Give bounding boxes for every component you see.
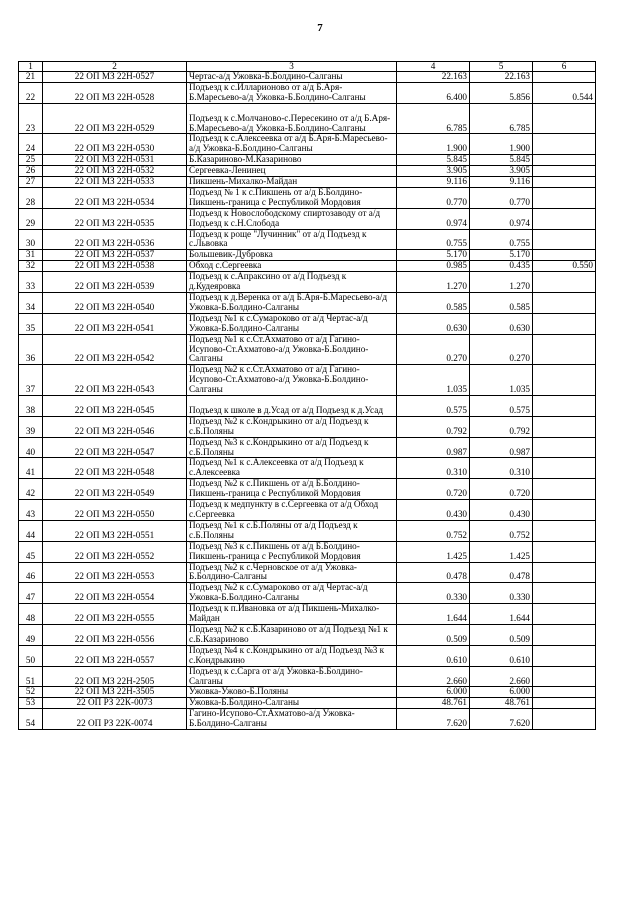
value-col5: 1.270	[470, 272, 533, 293]
row-number: 37	[19, 365, 43, 396]
table-row	[19, 583, 596, 604]
value-col5: 6.000	[470, 687, 533, 698]
row-number: 40	[19, 437, 43, 458]
value-col4: 0.270	[397, 334, 470, 365]
road-code: 22 ОП МЗ 22Н-0538	[43, 261, 187, 272]
table-row	[19, 698, 596, 709]
road-name: Подъезд к с.Илларионово от а/д Б.Аря-Б.Маресьево-а/д Ужовка-Б.Болдино-Салганы	[187, 82, 397, 103]
road-name: Подъезд №4 к с.Кондрыкино от а/д Подъезд №3 к с.Кондрыкино	[187, 645, 397, 666]
road-name: Подъезд №2 к с.Кондрыкино от а/д Подъезд к с.Б.Поляны	[187, 416, 397, 437]
row-number: 41	[19, 458, 43, 479]
value-col6	[533, 166, 596, 177]
value-col5: 0.987	[470, 437, 533, 458]
value-col6: 0.544	[533, 82, 596, 103]
value-col6	[533, 250, 596, 261]
table-row	[19, 134, 596, 155]
value-col6	[533, 72, 596, 83]
road-code: 22 ОП МЗ 22Н-0534	[43, 187, 187, 208]
road-name: Подъезд к с.Алексеевка от а/д Б.Аря-Б.Маресьево-а/д Ужовка-Б.Болдино-Салганы	[187, 134, 397, 155]
value-col5: 3.905	[470, 166, 533, 177]
table-row	[19, 645, 596, 666]
value-col5: 0.575	[470, 396, 533, 417]
table-row	[19, 500, 596, 521]
value-col5: 1.644	[470, 604, 533, 625]
table-row	[19, 437, 596, 458]
table-row	[19, 666, 596, 687]
page-number: 7	[317, 22, 323, 34]
road-code: 22 ОП МЗ 22Н-0547	[43, 437, 187, 458]
column-header: 5	[470, 62, 533, 72]
value-col6	[533, 229, 596, 250]
road-code: 22 ОП МЗ 22Н-0540	[43, 293, 187, 314]
road-code: 22 ОП МЗ 22Н-0527	[43, 72, 187, 83]
road-name: Подъезд №1 к с.Сумароково от а/д Чертас-а/д Ужовка-Б.Болдино-Салганы	[187, 313, 397, 334]
value-col4: 6.785	[397, 103, 470, 134]
road-name: Подъезд №1 к с.Алексеевка от а/д Подъезд к с.Алексеевка	[187, 458, 397, 479]
value-col4: 5.170	[397, 250, 470, 261]
row-number: 23	[19, 103, 43, 134]
row-number: 52	[19, 687, 43, 698]
value-col6	[533, 396, 596, 417]
row-number: 51	[19, 666, 43, 687]
road-code: 22 ОП МЗ 22Н-0531	[43, 155, 187, 166]
table-row	[19, 479, 596, 500]
value-col4: 0.330	[397, 583, 470, 604]
value-col4: 1.270	[397, 272, 470, 293]
value-col4: 0.310	[397, 458, 470, 479]
road-code: 22 ОП МЗ 22Н-0550	[43, 500, 187, 521]
value-col6	[533, 155, 596, 166]
road-name: Обход с.Сергеевка	[187, 261, 397, 272]
row-number: 38	[19, 396, 43, 417]
table-row	[19, 416, 596, 437]
value-col5: 5.845	[470, 155, 533, 166]
value-col5: 1.035	[470, 365, 533, 396]
value-col4: 0.755	[397, 229, 470, 250]
value-col6	[533, 458, 596, 479]
value-col6	[533, 666, 596, 687]
road-code: 22 ОП МЗ 22Н-0546	[43, 416, 187, 437]
table-row	[19, 458, 596, 479]
value-col4: 0.792	[397, 416, 470, 437]
value-col6	[533, 334, 596, 365]
road-code: 22 ОП МЗ 22Н-0537	[43, 250, 187, 261]
road-name: Пикшень-Михалко-Майдан	[187, 177, 397, 188]
value-col4: 9.116	[397, 177, 470, 188]
row-number: 48	[19, 604, 43, 625]
table-row	[19, 103, 596, 134]
value-col6	[533, 645, 596, 666]
value-col4: 0.478	[397, 562, 470, 583]
value-col6	[533, 272, 596, 293]
value-col5: 0.792	[470, 416, 533, 437]
road-code: 22 ОП МЗ 22Н-3505	[43, 687, 187, 698]
road-name: Подъезд к школе в д.Усад от а/д Подъезд к д.Усад	[187, 396, 397, 417]
value-col5: 6.785	[470, 103, 533, 134]
road-name: Ужовка-Ужово-Б.Поляны	[187, 687, 397, 698]
road-code: 22 ОП МЗ 22Н-0542	[43, 334, 187, 365]
value-col4: 1.035	[397, 365, 470, 396]
value-col4: 0.509	[397, 624, 470, 645]
table-row	[19, 396, 596, 417]
road-name: Подъезд №1 к с.Ст.Ахматово от а/д Гагино-Исупово-Ст.Ахматово-а/д Ужовка-Б.Болдино-Салганы	[187, 334, 397, 365]
value-col6: 0.550	[533, 261, 596, 272]
road-name: Подъезд к роще "Лучинник" от а/д Подъезд к с.Львовка	[187, 229, 397, 250]
road-code: 22 ОП МЗ 22Н-0543	[43, 365, 187, 396]
value-col5: 5.170	[470, 250, 533, 261]
table-row	[19, 624, 596, 645]
value-col6	[533, 520, 596, 541]
roads-table	[18, 61, 596, 730]
value-col4: 7.620	[397, 709, 470, 730]
road-name: Подъезд №3 к с.Пикшень от а/д Б.Болдино-Пикшень-граница с Республикой Мордовия	[187, 541, 397, 562]
road-name: Подъезд к с.Молчаново-с.Пересекино от а/д Б.Аря-Б.Маресьево-а/д Ужовка-Б.Болдино-Салганы	[187, 103, 397, 134]
road-code: 22 ОП РЗ 22К-0073	[43, 698, 187, 709]
column-header: 1	[19, 62, 43, 72]
value-col6	[533, 134, 596, 155]
road-code: 22 ОП МЗ 22Н-0557	[43, 645, 187, 666]
value-col6	[533, 416, 596, 437]
column-header: 6	[533, 62, 596, 72]
value-col6	[533, 687, 596, 698]
table-row	[19, 293, 596, 314]
value-col5: 0.478	[470, 562, 533, 583]
value-col6	[533, 437, 596, 458]
row-number: 46	[19, 562, 43, 583]
value-col6	[533, 583, 596, 604]
value-col4: 0.974	[397, 208, 470, 229]
road-code: 22 ОП МЗ 22Н-0548	[43, 458, 187, 479]
value-col4: 0.720	[397, 479, 470, 500]
table-row	[19, 229, 596, 250]
value-col5: 0.770	[470, 187, 533, 208]
value-col5: 2.660	[470, 666, 533, 687]
road-code: 22 ОП МЗ 22Н-0552	[43, 541, 187, 562]
row-number: 34	[19, 293, 43, 314]
value-col6	[533, 365, 596, 396]
table-row	[19, 334, 596, 365]
value-col5: 0.330	[470, 583, 533, 604]
row-number: 43	[19, 500, 43, 521]
value-col6	[533, 293, 596, 314]
table-row	[19, 520, 596, 541]
road-code: 22 ОП МЗ 22Н-2505	[43, 666, 187, 687]
value-col4: 0.430	[397, 500, 470, 521]
value-col5: 0.435	[470, 261, 533, 272]
row-number: 39	[19, 416, 43, 437]
value-col5: 7.620	[470, 709, 533, 730]
road-name: Подъезд №2 к с.Ст.Ахматово от а/д Гагино-Исупово-Ст.Ахматово-а/д Ужовка-Б.Болдино-Салганы	[187, 365, 397, 396]
road-code: 22 ОП МЗ 22Н-0539	[43, 272, 187, 293]
road-code: 22 ОП МЗ 22Н-0555	[43, 604, 187, 625]
road-code: 22 ОП МЗ 22Н-0536	[43, 229, 187, 250]
value-col4: 6.400	[397, 82, 470, 103]
table-row	[19, 562, 596, 583]
value-col4: 5.845	[397, 155, 470, 166]
road-code: 22 ОП МЗ 22Н-0533	[43, 177, 187, 188]
value-col4: 0.770	[397, 187, 470, 208]
road-name: Подъезд №2 к с.Черновское от а/д Ужовка-Б.Болдино-Салганы	[187, 562, 397, 583]
value-col5: 0.310	[470, 458, 533, 479]
value-col6	[533, 500, 596, 521]
road-code: 22 ОП МЗ 22Н-0556	[43, 624, 187, 645]
road-name: Подъезд №3 к с.Кондрыкино от а/д Подъезд к с.Б.Поляны	[187, 437, 397, 458]
value-col4: 3.905	[397, 166, 470, 177]
road-name: Чертас-а/д Ужовка-Б.Болдино-Салганы	[187, 72, 397, 83]
table-row	[19, 72, 596, 83]
row-number: 28	[19, 187, 43, 208]
value-col5: 5.856	[470, 82, 533, 103]
table-row	[19, 187, 596, 208]
road-code: 22 ОП МЗ 22Н-0553	[43, 562, 187, 583]
road-name: Подъезд к медпункту в с.Сергеевка от а/д Обход с.Сергеевка	[187, 500, 397, 521]
value-col5: 1.425	[470, 541, 533, 562]
value-col4: 1.900	[397, 134, 470, 155]
value-col6	[533, 709, 596, 730]
value-col4: 0.985	[397, 261, 470, 272]
row-number: 42	[19, 479, 43, 500]
road-name: Подъезд к с.Сарга от а/д Ужовка-Б.Болдино-Салганы	[187, 666, 397, 687]
road-code: 22 ОП МЗ 22Н-0549	[43, 479, 187, 500]
road-code: 22 ОП МЗ 22Н-0545	[43, 396, 187, 417]
value-col5: 0.755	[470, 229, 533, 250]
value-col5: 9.116	[470, 177, 533, 188]
row-number: 30	[19, 229, 43, 250]
value-col4: 0.630	[397, 313, 470, 334]
row-number: 54	[19, 709, 43, 730]
value-col4: 22.163	[397, 72, 470, 83]
table-row	[19, 709, 596, 730]
road-name: Ужовка-Б.Болдино-Салганы	[187, 698, 397, 709]
road-code: 22 ОП МЗ 22Н-0532	[43, 166, 187, 177]
row-number: 53	[19, 698, 43, 709]
road-name: Подъезд к Новослободскому спиртозаводу от а/д Подъезд к с.Н.Слобода	[187, 208, 397, 229]
value-col6	[533, 541, 596, 562]
value-col4: 1.425	[397, 541, 470, 562]
road-name: Б.Казариново-М.Казариново	[187, 155, 397, 166]
value-col5: 0.585	[470, 293, 533, 314]
road-name: Подъезд к с.Апраксино от а/д Подъезд к д.Кудеяровка	[187, 272, 397, 293]
road-code: 22 ОП РЗ 22К-0074	[43, 709, 187, 730]
road-name: Подъезд № 1 к с.Пикшень от а/д Б.Болдино-Пикшень-граница с Республикой Мордовия	[187, 187, 397, 208]
value-col6	[533, 698, 596, 709]
row-number: 35	[19, 313, 43, 334]
road-name: Подъезд к п.Ивановка от а/д Пикшень-Михалко-Майдан	[187, 604, 397, 625]
value-col5: 48.761	[470, 698, 533, 709]
row-number: 45	[19, 541, 43, 562]
value-col6	[533, 313, 596, 334]
road-code: 22 ОП МЗ 22Н-0551	[43, 520, 187, 541]
table-row	[19, 177, 596, 188]
row-number: 25	[19, 155, 43, 166]
table-row	[19, 272, 596, 293]
table-row	[19, 261, 596, 272]
row-number: 29	[19, 208, 43, 229]
row-number: 26	[19, 166, 43, 177]
value-col6	[533, 177, 596, 188]
header-row	[19, 62, 596, 72]
table-row	[19, 604, 596, 625]
row-number: 32	[19, 261, 43, 272]
value-col5: 0.430	[470, 500, 533, 521]
road-name: Большевик-Дубровка	[187, 250, 397, 261]
value-col6	[533, 624, 596, 645]
value-col4: 2.660	[397, 666, 470, 687]
value-col6	[533, 562, 596, 583]
table-row	[19, 166, 596, 177]
road-code: 22 ОП МЗ 22Н-0535	[43, 208, 187, 229]
row-number: 50	[19, 645, 43, 666]
row-number: 36	[19, 334, 43, 365]
value-col6	[533, 187, 596, 208]
row-number: 24	[19, 134, 43, 155]
road-code: 22 ОП МЗ 22Н-0528	[43, 82, 187, 103]
value-col4: 0.575	[397, 396, 470, 417]
table-row	[19, 155, 596, 166]
value-col4: 1.644	[397, 604, 470, 625]
value-col6	[533, 604, 596, 625]
value-col5: 1.900	[470, 134, 533, 155]
value-col5: 0.720	[470, 479, 533, 500]
road-code: 22 ОП МЗ 22Н-0529	[43, 103, 187, 134]
column-header: 3	[187, 62, 397, 72]
row-number: 44	[19, 520, 43, 541]
value-col5: 0.270	[470, 334, 533, 365]
value-col4: 0.752	[397, 520, 470, 541]
row-number: 31	[19, 250, 43, 261]
value-col4: 0.987	[397, 437, 470, 458]
column-header: 4	[397, 62, 470, 72]
value-col4: 6.000	[397, 687, 470, 698]
row-number: 27	[19, 177, 43, 188]
value-col5: 22.163	[470, 72, 533, 83]
value-col4: 0.610	[397, 645, 470, 666]
road-name: Подъезд №2 к с.Сумароково от а/д Чертас-а/д Ужовка-Б.Болдино-Салганы	[187, 583, 397, 604]
value-col4: 48.761	[397, 698, 470, 709]
table-row	[19, 687, 596, 698]
row-number: 21	[19, 72, 43, 83]
road-code: 22 ОП МЗ 22Н-0541	[43, 313, 187, 334]
column-header: 2	[43, 62, 187, 72]
road-name: Гагино-Исупово-Ст.Ахматово-а/д Ужовка-Б.Болдино-Салганы	[187, 709, 397, 730]
value-col6	[533, 208, 596, 229]
table-row	[19, 208, 596, 229]
road-code: 22 ОП МЗ 22Н-0554	[43, 583, 187, 604]
table-row	[19, 82, 596, 103]
value-col4: 0.585	[397, 293, 470, 314]
table-row	[19, 313, 596, 334]
value-col5: 0.509	[470, 624, 533, 645]
road-name: Сергеевка-Ленинец	[187, 166, 397, 177]
road-name: Подъезд №1 к с.Б.Поляны от а/д Подъезд к с.Б.Поляны	[187, 520, 397, 541]
road-name: Подъезд №2 к с.Пикшень от а/д Б.Болдино-Пикшень-граница с Республикой Мордовия	[187, 479, 397, 500]
value-col5: 0.974	[470, 208, 533, 229]
row-number: 22	[19, 82, 43, 103]
table-row	[19, 250, 596, 261]
table-row	[19, 365, 596, 396]
road-code: 22 ОП МЗ 22Н-0530	[43, 134, 187, 155]
row-number: 49	[19, 624, 43, 645]
value-col5: 0.630	[470, 313, 533, 334]
table-row	[19, 541, 596, 562]
row-number: 47	[19, 583, 43, 604]
value-col6	[533, 103, 596, 134]
value-col5: 0.752	[470, 520, 533, 541]
road-name: Подъезд №2 к с.Б.Казариново от а/д Подъезд №1 к с.Б.Казариново	[187, 624, 397, 645]
value-col5: 0.610	[470, 645, 533, 666]
row-number: 33	[19, 272, 43, 293]
road-name: Подъезд к д.Веренка от а/д Б.Аря-Б.Маресьево-а/д Ужовка-Б.Болдино-Салганы	[187, 293, 397, 314]
value-col6	[533, 479, 596, 500]
